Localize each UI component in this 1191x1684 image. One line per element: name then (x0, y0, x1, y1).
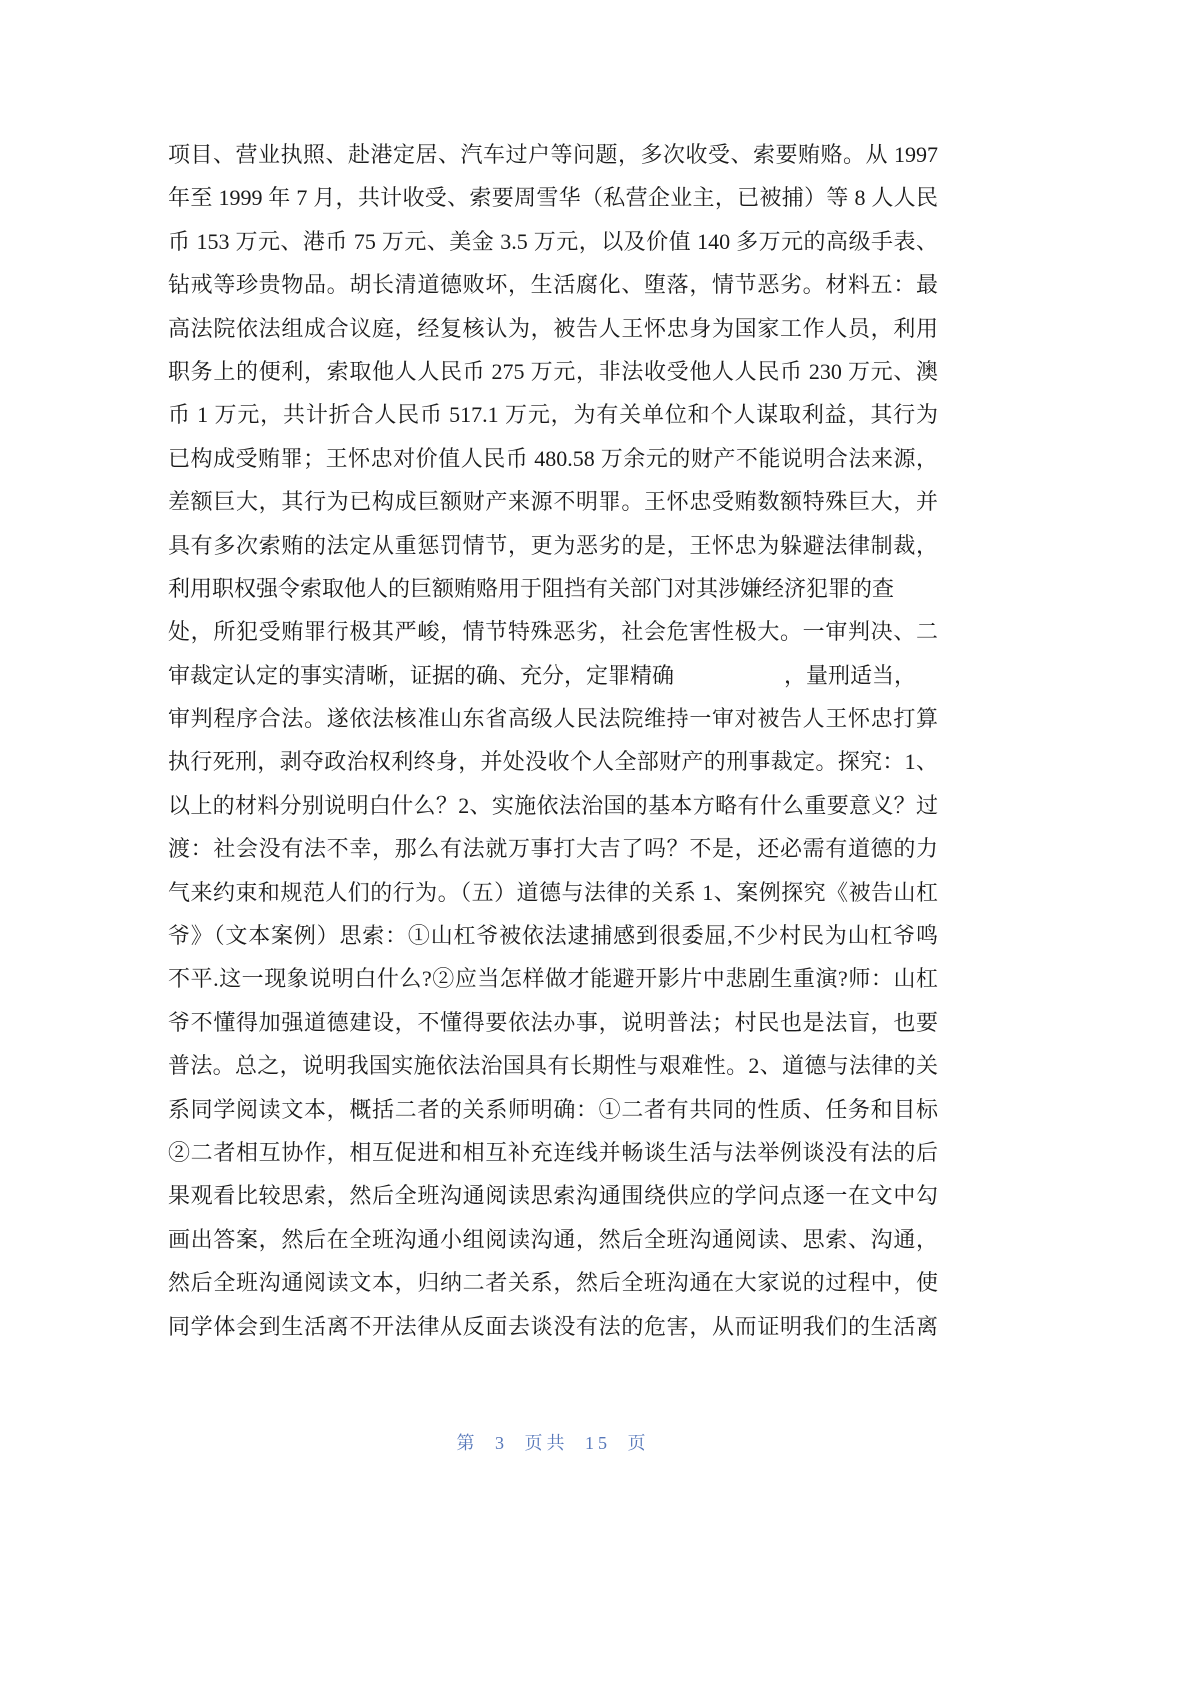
text-line: 钻戒等珍贵物品。胡长清道德败坏，生活腐化、堕落，情节恶劣。材料五：最 (168, 272, 938, 298)
text-line: 不平.这一现象说明白什么?②应当怎样做才能避开影片中悲剧生重演?师：山杠 (168, 966, 938, 992)
text-line: 普法。总之，说明我国实施依法治国具有长期性与艰难性。2、道德与法律的关 (168, 1053, 938, 1079)
text-line: 利用职权强令索取他人的巨额贿赂用于阻挡有关部门对其涉嫌经济犯罪的查 (168, 575, 895, 601)
body-text (168, 133, 938, 1348)
text-line: 处，所犯受贿罪行极其严峻，情节特殊恶劣，社会危害性极大。一审判决、二 (168, 619, 938, 645)
text-line: 执行死刑，剥夺政治权利终身，并处没收个人全部财产的刑事裁定。探究：1、 (168, 749, 938, 775)
text-line: 系同学阅读文本，概括二者的关系师明确：①二者有共同的性质、任务和目标 (168, 1096, 938, 1122)
text-line: 然后全班沟通阅读文本，归纳二者关系，然后全班沟通在大家说的过程中，使 (168, 1270, 938, 1296)
text-line: ②二者相互协作，相互促进和相互补充连线并畅谈生活与法举例谈没有法的后 (168, 1139, 938, 1165)
page-number-footer: 第 3 页共 15 页 (456, 1433, 650, 1453)
text-line: 爷不懂得加强道德建设，不懂得要依法办事，说明普法；村民也是法盲，也要 (168, 1009, 938, 1035)
text-line: 具有多次索贿的法定从重惩罚情节，更为恶劣的是，王怀忠为躲避法律制裁， (168, 532, 938, 558)
text-line: 币 153 万元、港币 75 万元、美金 3.5 万元，以及价值 140 多万元的高级手表、 (168, 228, 938, 254)
text-line: 爷》（文本案例）思索：①山杠爷被依法逮捕感到很委屈,不少村民为山杠爷鸣 (168, 923, 938, 949)
text-line: 审裁定认定的事实清晰，证据的确、充分，定罪精确 ，量刑适当， (168, 662, 917, 688)
text-line: 项目、营业执照、赴港定居、汽车过户等问题，多次收受、索要贿赂。从 1997 (168, 142, 938, 167)
text-line: 以上的材料分别说明白什么？2、实施依法治国的基本方略有什么重要意义？过 (168, 792, 938, 818)
text-line: 气来约束和规范人们的行为。（五）道德与法律的关系 1、案例探究《被告山杠 (168, 879, 938, 905)
text-line: 币 1 万元，共计折合人民币 517.1 万元，为有关单位和个人谋取利益，其行为 (168, 402, 938, 428)
text-line: 画出答案，然后在全班沟通小组阅读沟通，然后全班沟通阅读、思索、沟通， (168, 1226, 938, 1252)
text-line: 已构成受贿罪；王怀忠对价值人民币 480.58 万余元的财产不能说明合法来源， (168, 445, 938, 471)
text-line: 果观看比较思索，然后全班沟通阅读思索沟通围绕供应的学问点逐一在文中勾 (168, 1183, 938, 1209)
text-line: 差额巨大，其行为已构成巨额财产来源不明罪。王怀忠受贿数额特殊巨大，并 (168, 489, 938, 515)
text-line: 年至 1999 年 7 月，共计收受、索要周雪华（私营企业主，已被捕）等 8 人人民 (168, 185, 938, 211)
text-line: 高法院依法组成合议庭，经复核认为，被告人王怀忠身为国家工作人员，利用 (168, 315, 938, 341)
text-line: 渡：社会没有法不幸，那么有法就万事打大吉了吗？不是，还必需有道德的力 (168, 836, 938, 862)
text-line: 审判程序合法。遂依法核准山东省高级人民法院维持一审对被告人王怀忠打算 (168, 706, 938, 732)
text-line: 同学体会到生活离不开法律从反面去谈没有法的危害，从而证明我们的生活离 (168, 1313, 938, 1339)
text-line: 职务上的便利，索取他人人民币 275 万元，非法收受他人人民币 230 万元、澳 (168, 358, 938, 384)
